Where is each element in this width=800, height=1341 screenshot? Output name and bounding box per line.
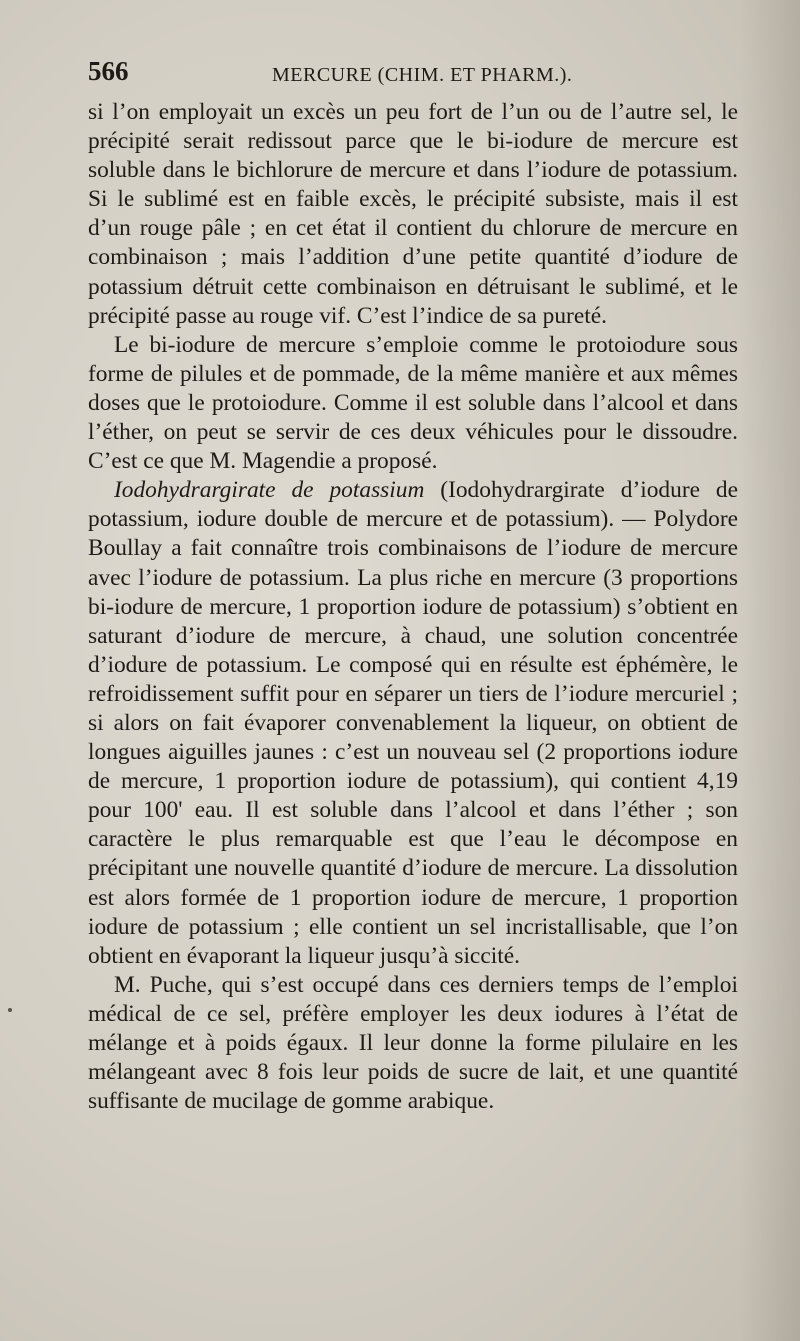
running-head: [88, 56, 738, 90]
page-number: 566: [88, 56, 129, 86]
paper-spot: [8, 1008, 12, 1012]
paragraph-2: Le bi-iodure de mercure s’emploie comme le protoiodure sous forme de pilules et de pommade, de la même manière et aux mêmes doses que le protoiodure. Comme il est soluble dans l’alcool et dans l’éther, on peut se servir de ces deux véhicules pour le dissoudre. C’est ce que M. Magendie a proposé.: [88, 331, 738, 475]
page-edge-shadow: [740, 0, 800, 1341]
running-title: MERCURE (CHIM. ET PHARM.).: [272, 64, 573, 86]
paragraph-3-text: (Iodohydrargirate d’iodure de potassium, iodure double de mercure et de potassium). — Polydore Boullay a fait connaître trois combinaisons de l’iodure de mercure avec l’iodure de potassium. La plus riche en mercure (3 proportions bi-iodure de mercure, 1 proportion iodure de potassium) s’obtient en saturant d’iodure de mercure, à chaud, une solution concentrée d’iodure de potassium. Le composé qui en résulte est éphémère, le refroidissement suffit pour en séparer un tiers de l’iodure mercuriel ; si alors on fait évaporer convenablement la liqueur, on obtient de longues aiguilles jaunes : c’est un nouveau sel (2 proportions iodure de mercure, 1 proportion iodure de potassium), qui contient 4,19 pour 100' eau. Il est soluble dans l’alcool et dans l’éther ; son caractère le plus remarquable est que l’eau le décompose en précipitant une nouvelle quantité d’iodure de mercure. La dissolution est alors formée de 1 proportion iodure de mercure, 1 proportion iodure de potassium ; elle contient un sel incristallisable, que l’on obtient en évaporant la liqueur jusqu’à siccité.: [88, 477, 738, 969]
italic-term: Iodohydrargirate de potassium: [114, 477, 425, 504]
paragraph-4: M. Puche, qui s’est occupé dans ces derniers temps de l’emploi médical de ce sel, préfère employer les deux iodures à l’état de mélange et à poids égaux. Il leur donne la forme pilulaire en les mélangeant avec 8 fois leur poids de sucre de lait, et une quantité suffisante de mucilage de gomme arabique.: [88, 971, 738, 1115]
paragraph-3: [88, 476, 738, 971]
body-text: [88, 98, 738, 1116]
paragraph-1: si l’on employait un excès un peu fort de l’un ou de l’autre sel, le précipité serait redissout parce que le bi-iodure de mercure est soluble dans le bichlorure de mercure et dans l’iodure de potassium. Si le sublimé est en faible excès, le précipité subsiste, mais il est d’un rouge pâle ; en cet état il contient du chlorure de mercure en combinaison ; mais l’addition d’une petite quantité d’iodure de potassium détruit cette combinaison en détruisant le sublimé, et le précipité passe au rouge vif. C’est l’indice de sa pureté.: [88, 99, 738, 329]
